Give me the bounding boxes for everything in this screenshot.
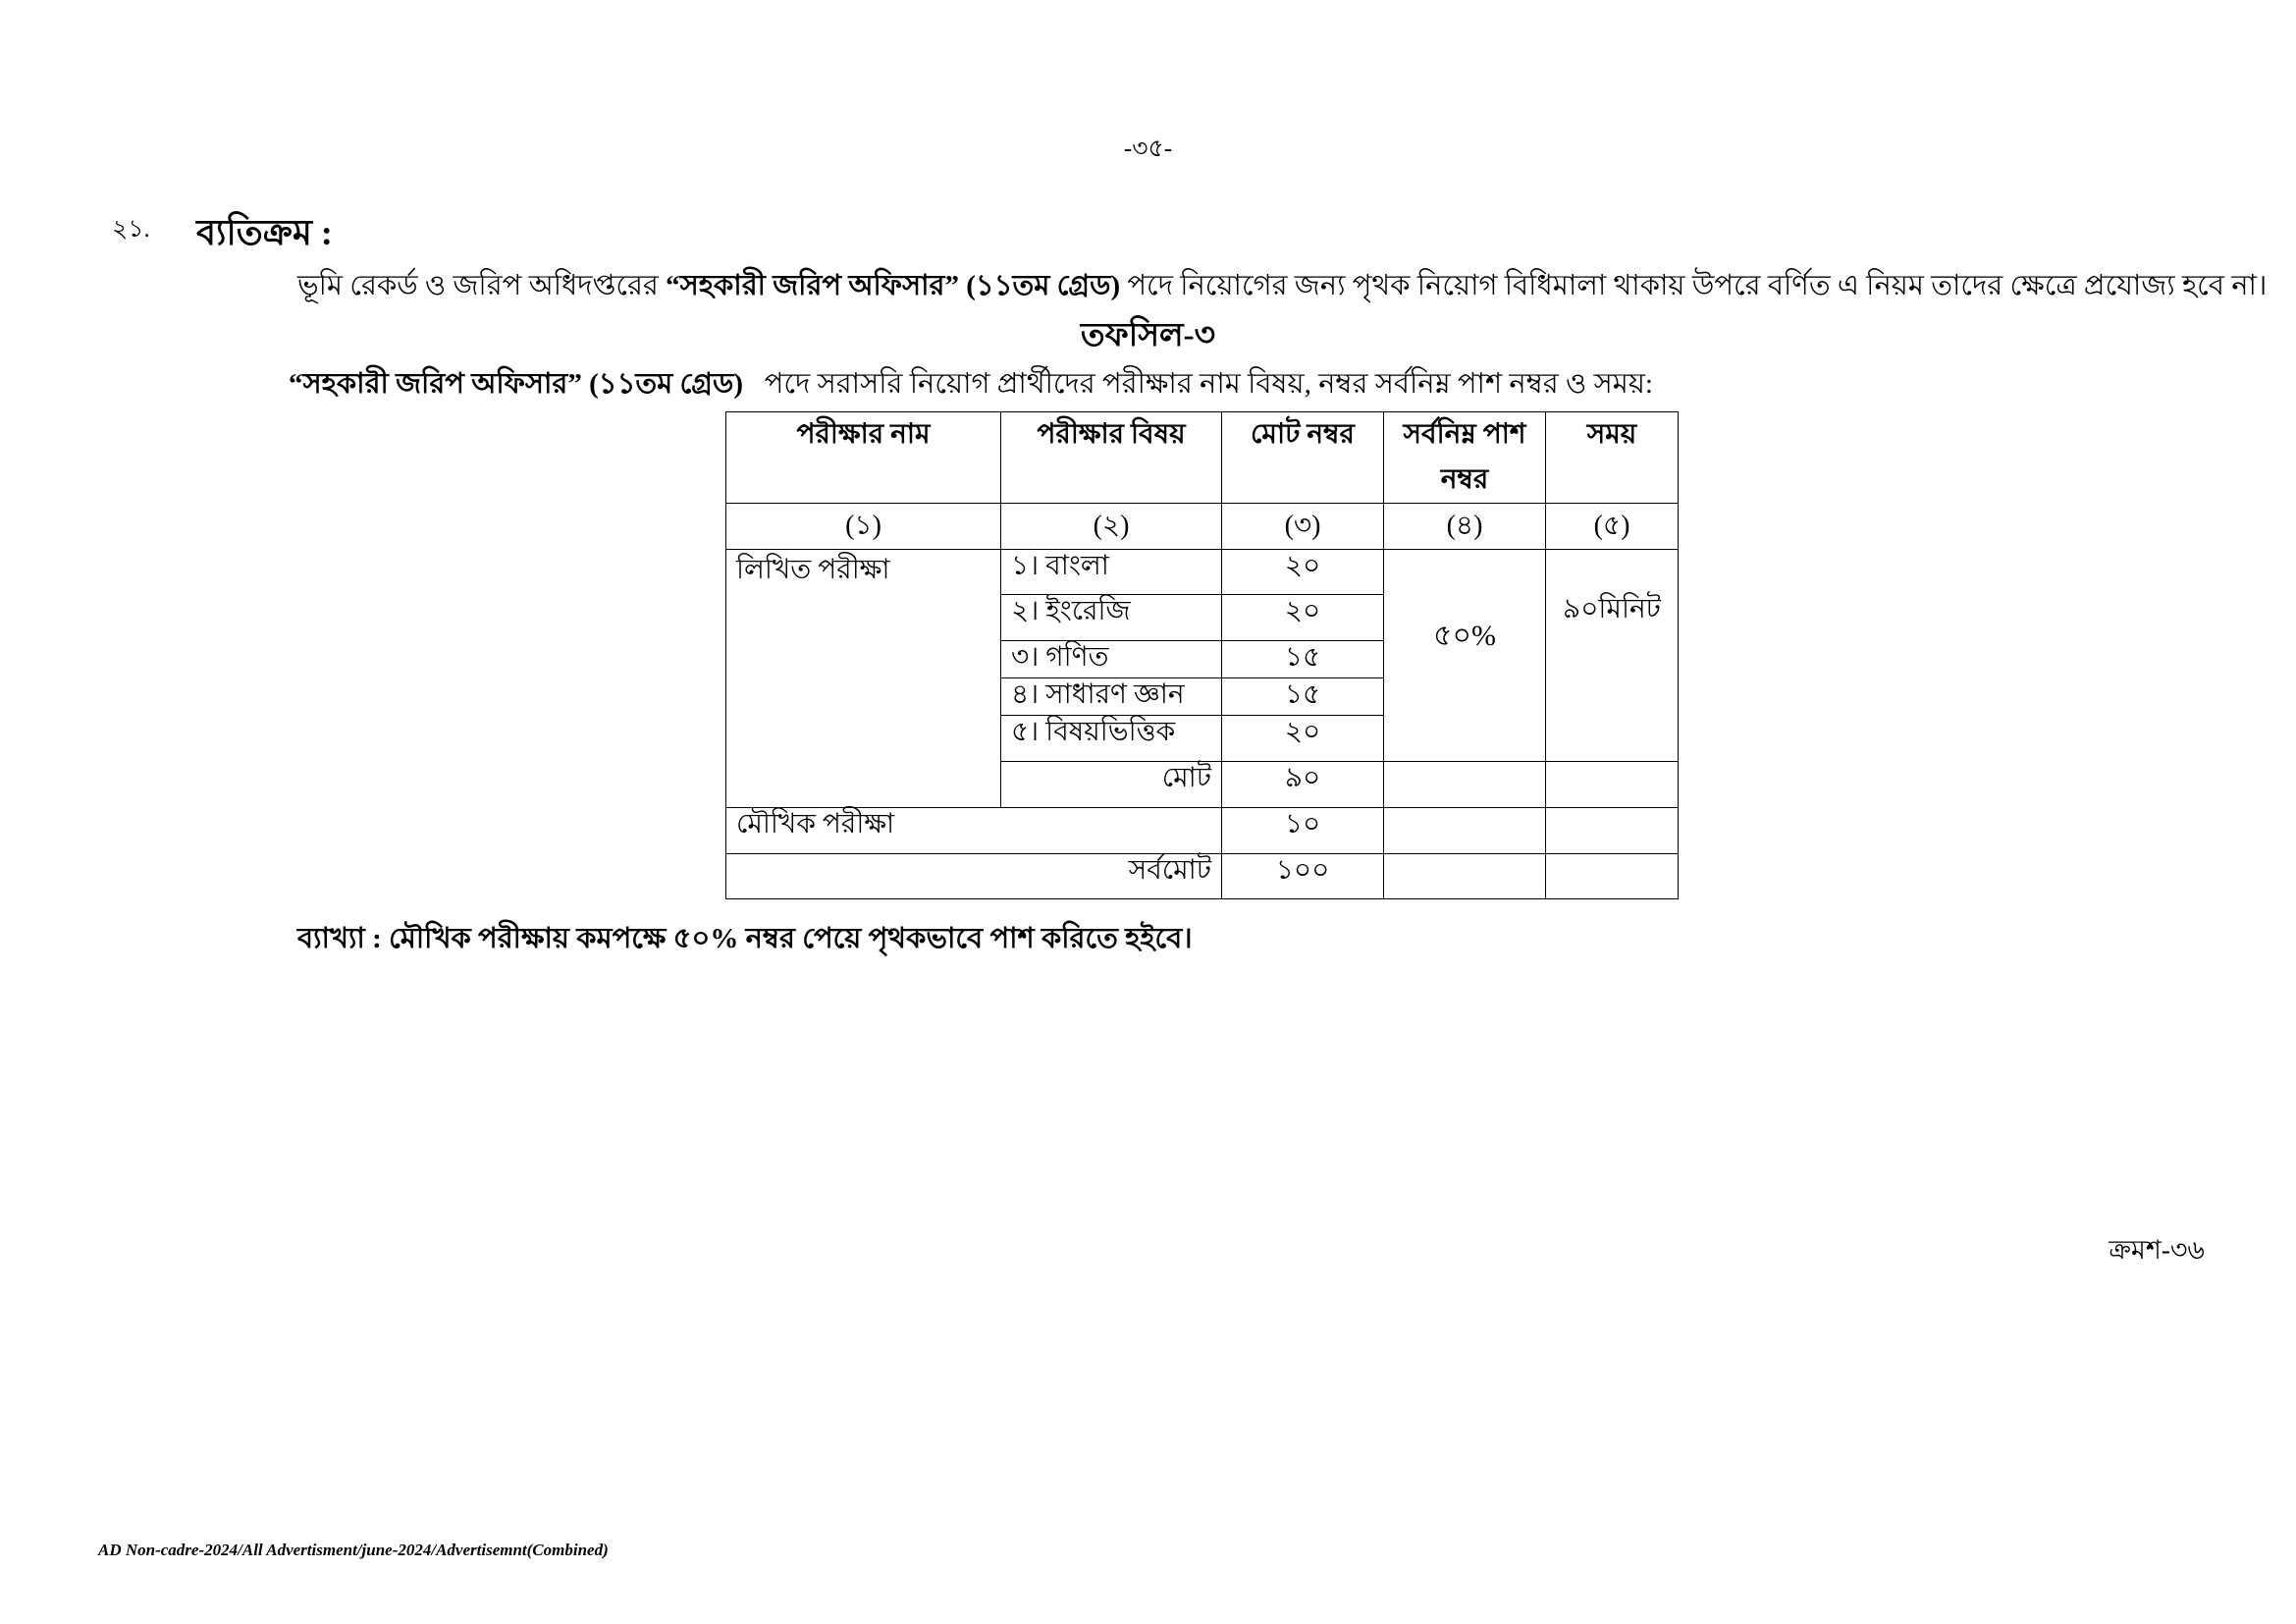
table-intro: [289, 361, 1653, 409]
subject-cell: ৪। সাধারণ জ্ঞান: [1001, 678, 1222, 716]
table-header-row: [726, 412, 1679, 504]
explanation-note: ব্যাখ্যা : মৌখিক পরীক্ষায় কমপক্ষে ৫০% নম্বর পেয়ে পৃথকভাবে পাশ করিতে হইবে।: [297, 923, 1193, 954]
section-heading: ব্যতিক্রম :: [196, 213, 333, 252]
header-exam-subject: পরীক্ষার বিষয়: [1001, 412, 1222, 504]
empty-cell: [1384, 762, 1546, 808]
exception-paragraph: [297, 263, 2267, 311]
continuation-marker: ক্রমশ-৩৬: [2109, 1235, 2205, 1265]
table-row: [726, 854, 1679, 899]
subject-cell: ২। ইংরেজি: [1001, 595, 1222, 641]
marks-cell: ২০: [1222, 595, 1384, 641]
viva-exam-name: মৌখিক পরীক্ষা: [726, 808, 1222, 854]
header-exam-name: পরীক্ষার নাম: [726, 412, 1001, 504]
written-total-marks: ৯০: [1222, 762, 1384, 808]
subject-cell: ৫। বিষয়ভিত্তিক: [1001, 716, 1222, 762]
written-total-label: মোট: [1001, 762, 1222, 808]
written-time: ৯০মিনিট: [1546, 550, 1679, 762]
grand-total-marks: ১০০: [1222, 854, 1384, 899]
exception-paragraph-prefix: ভূমি রেকর্ড ও জরিপ অধিদপ্তরের: [297, 270, 667, 301]
viva-marks: ১০: [1222, 808, 1384, 854]
marks-cell: ১৫: [1222, 678, 1384, 716]
column-number: (৪): [1384, 504, 1546, 550]
column-number-row: [726, 504, 1679, 550]
table-row: [726, 808, 1679, 854]
subject-cell: ১। বাংলা: [1001, 550, 1222, 595]
exam-table: [725, 411, 1679, 899]
schedule-title: তফসিল-৩: [1080, 318, 1216, 353]
marks-cell: ১৫: [1222, 641, 1384, 678]
marks-cell: ২০: [1222, 716, 1384, 762]
column-number: (৫): [1546, 504, 1679, 550]
empty-cell: [1384, 854, 1546, 899]
written-exam-name: লিখিত পরীক্ষা: [726, 550, 1001, 808]
marks-cell: ২০: [1222, 550, 1384, 595]
empty-cell: [1546, 808, 1679, 854]
header-pass-marks: সর্বনিম্ন পাশ নম্বর: [1384, 412, 1546, 504]
empty-cell: [1546, 854, 1679, 899]
header-time: সময়: [1546, 412, 1679, 504]
column-number: (২): [1001, 504, 1222, 550]
written-pass-mark: ৫০%: [1384, 550, 1546, 762]
table-row: [726, 550, 1679, 595]
post-name-bold: “সহকারী জরিপ অফিসার” (১১তম গ্রেড): [666, 270, 1121, 301]
exception-paragraph-suffix: পদে নিয়োগের জন্য পৃথক নিয়োগ বিধিমালা থাকায় উপরে বর্ণিত এ নিয়ম তাদের ক্ষেত্রে প্রযোজ্য হবে না।: [1120, 270, 2268, 301]
grand-total-label: সর্বমোট: [726, 854, 1222, 899]
footer-file-path: AD Non-cadre-2024/All Advertisment/june-2024/Advertisemnt(Combined): [98, 1541, 609, 1559]
column-number: (১): [726, 504, 1001, 550]
empty-cell: [1546, 762, 1679, 808]
page-number: -৩৫-: [1123, 135, 1173, 162]
header-total-marks: মোট নম্বর: [1222, 412, 1384, 504]
table-intro-text: পদে সরাসরি নিয়োগ প্রার্থীদের পরীক্ষার নাম বিষয়, নম্বর সর্বনিম্ন পাশ নম্বর ও সময়:: [764, 368, 1653, 400]
empty-cell: [1384, 808, 1546, 854]
table-intro-post-name: “সহকারী জরিপ অফিসার” (১১তম গ্রেড): [289, 368, 743, 400]
section-number: ২১.: [112, 216, 150, 243]
column-number: (৩): [1222, 504, 1384, 550]
subject-cell: ৩। গণিত: [1001, 641, 1222, 678]
